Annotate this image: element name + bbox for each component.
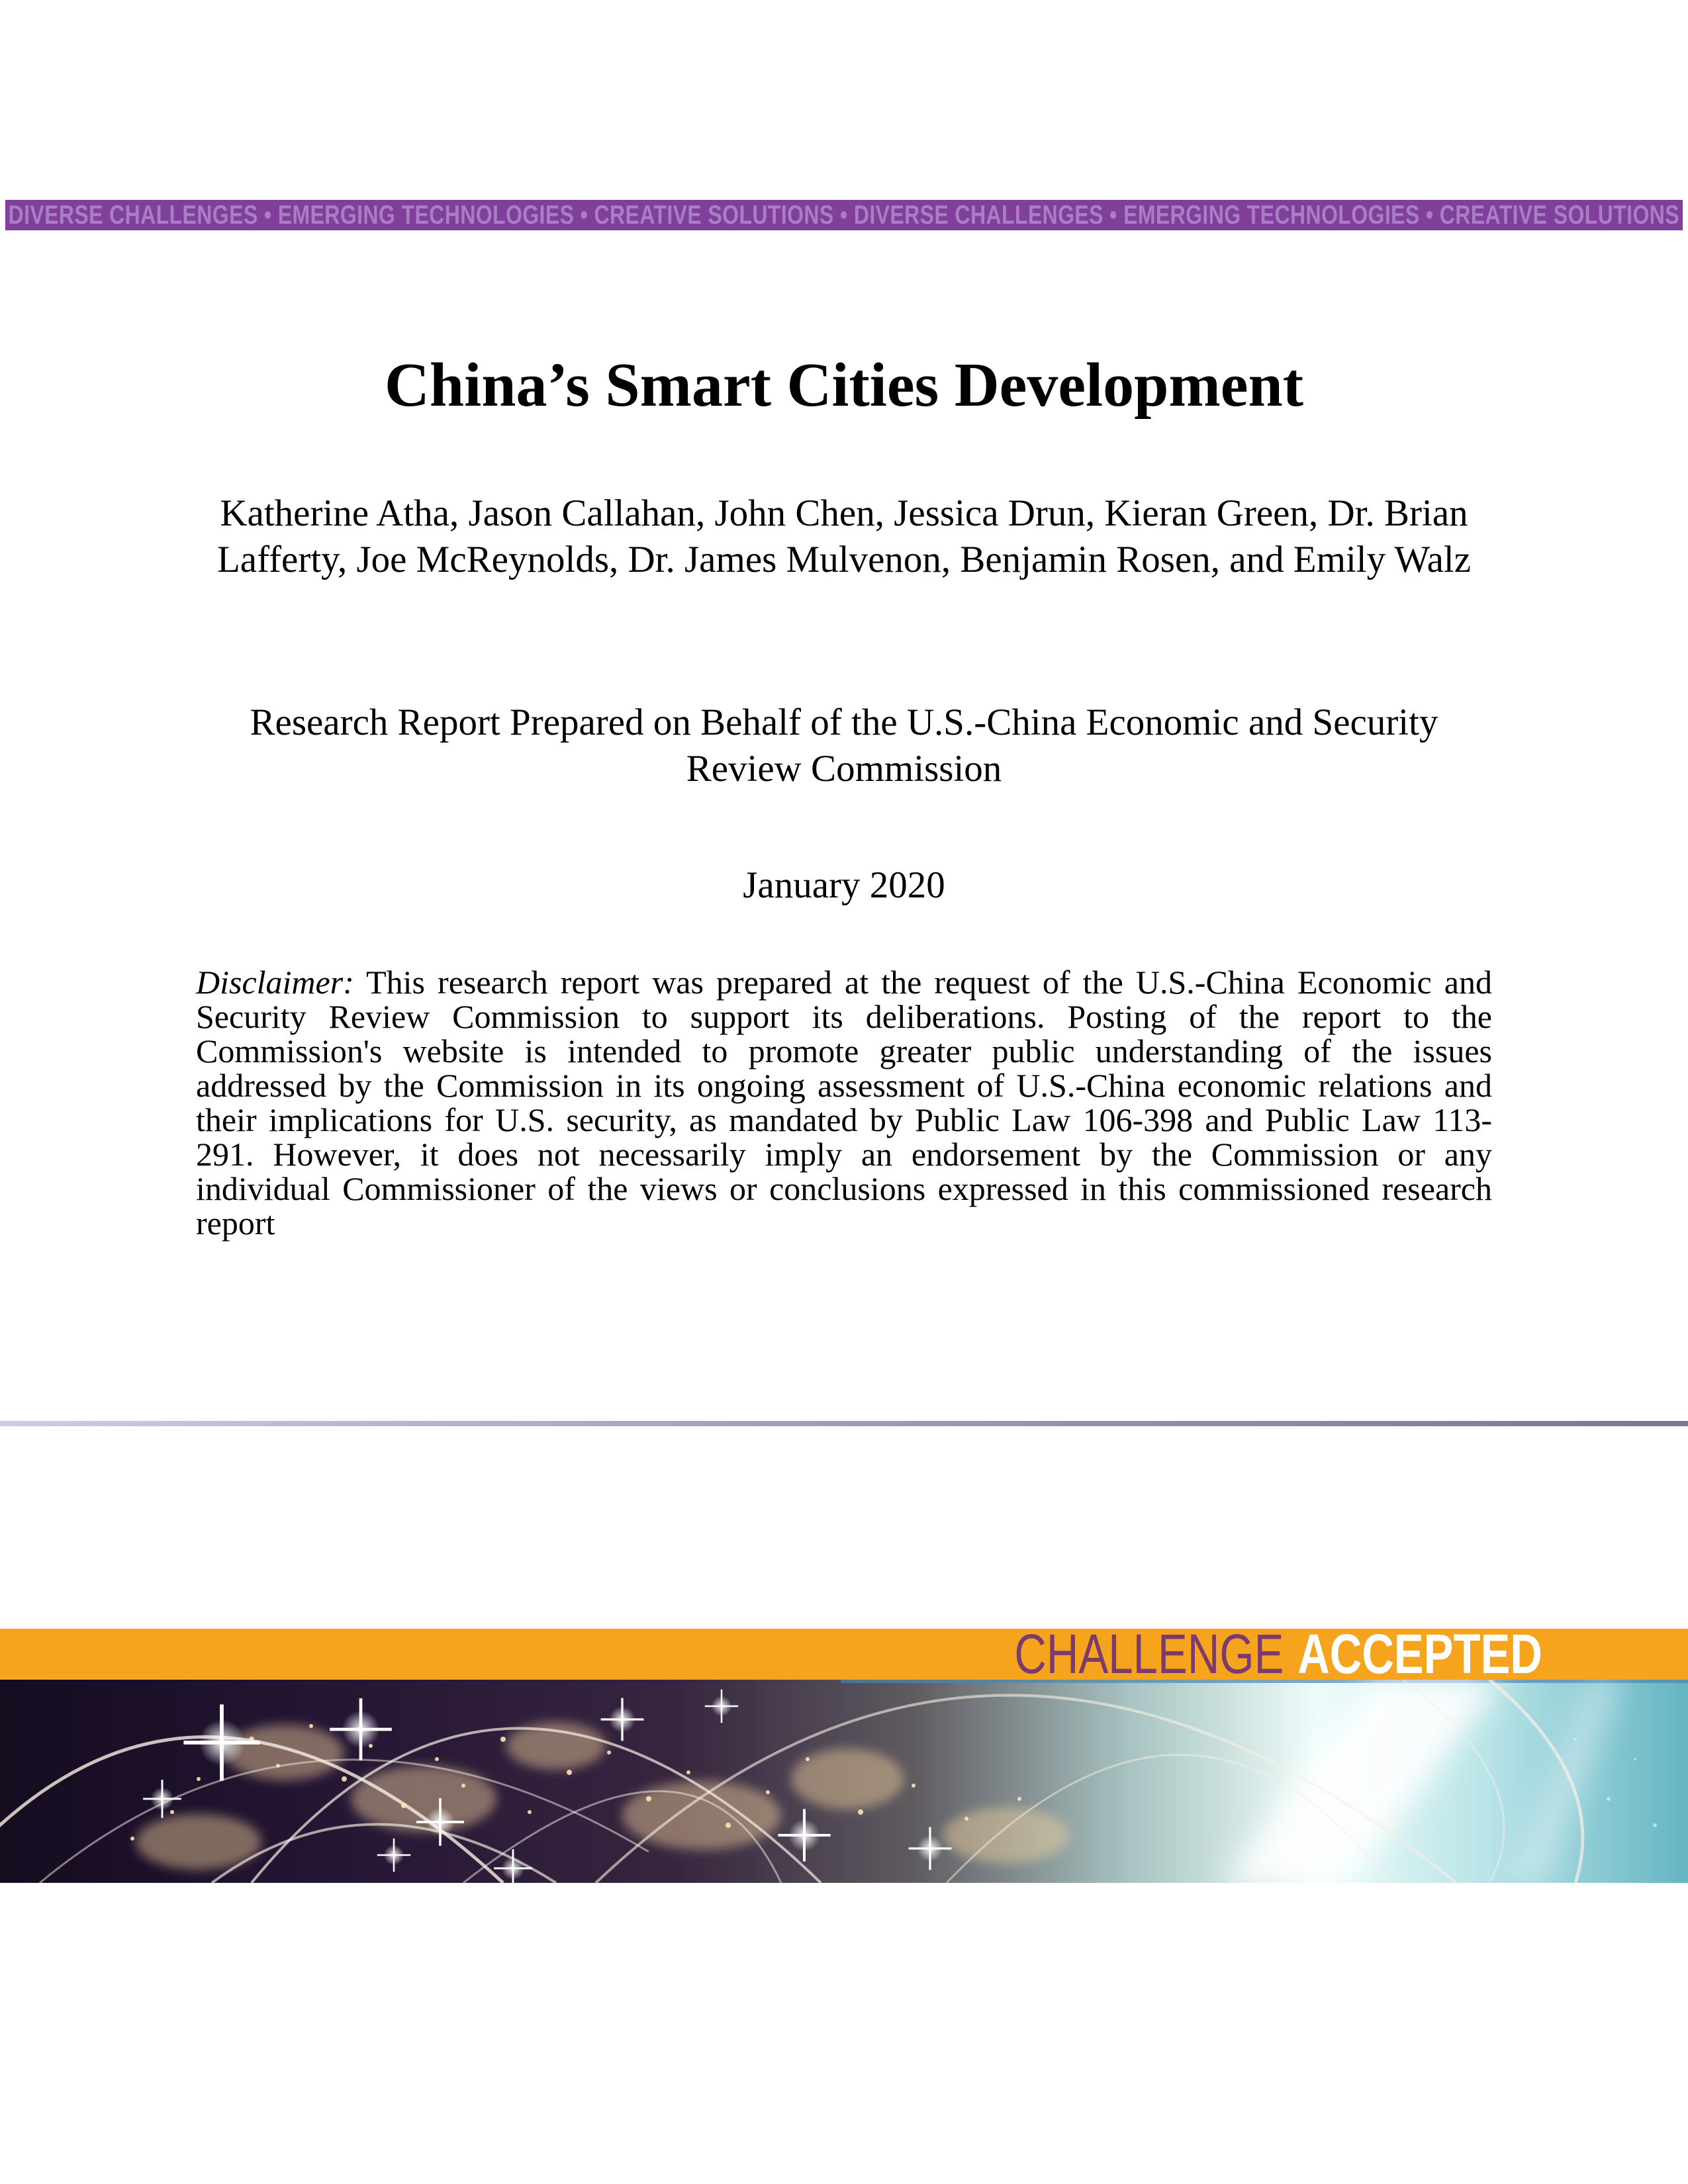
disclaimer-paragraph	[196, 965, 1492, 1240]
tagline-challenge: CHALLENGE	[1014, 1629, 1284, 1680]
sosi-logo-icon	[1006, 1443, 1218, 1622]
brand-purple-section	[0, 1426, 1688, 1629]
report-title: China’s Smart Cities Development	[384, 351, 1304, 420]
sosi-wordmark: SOSi	[1235, 1484, 1513, 1597]
tagline-accepted: ACCEPTED	[1297, 1629, 1542, 1680]
tagline-banner-text: DIVERSE CHALLENGES • EMERGING TECHNOLOGIES • CREATIVE SOLUTIONS • DIVERSE CHALLENGES • EMERGING TECHNOLOGIES • CREATIVE SOLUTIONS	[8, 200, 1680, 230]
disclaimer-text: This research report was prepared at the request of the U.S.-China Economic and Security Review Commission to support its deliberations. Posting of the report to the Commission's website is intended to promote greater public understanding of the issues addressed by the Commission in its ongoing assessment of U.S.-China economic relations and their implications for U.S. security, as mandated by Public Law 106-398 and Public Law 113-291. However, it does not necessarily imply an endorsement by the Commission or any individual Commissioner of the views or conclusions expressed in this commissioned research report	[196, 964, 1492, 1242]
disclaimer-label: Disclaimer:	[196, 964, 354, 1001]
earth-network-image	[0, 1680, 1688, 1883]
challenge-accepted-tagline	[1014, 1629, 1542, 1680]
authors-list: Katherine Atha, Jason Callahan, John Chen, Jessica Drun, Kieran Green, Dr. Brian Lafferty, Joe McReynolds, Dr. James Mulvenon, Benjamin Rosen, and Emily Walz	[216, 492, 1472, 580]
report-date: January 2020	[743, 864, 945, 906]
tagline-bar	[0, 1629, 1688, 1680]
prepared-for-statement: Research Report Prepared on Behalf of the U.S.-China Economic and Security Review Commission	[250, 702, 1438, 790]
tagline-banner	[5, 200, 1683, 230]
banner-top-divider	[0, 1421, 1688, 1426]
footer-brand-banner	[0, 1421, 1688, 1883]
